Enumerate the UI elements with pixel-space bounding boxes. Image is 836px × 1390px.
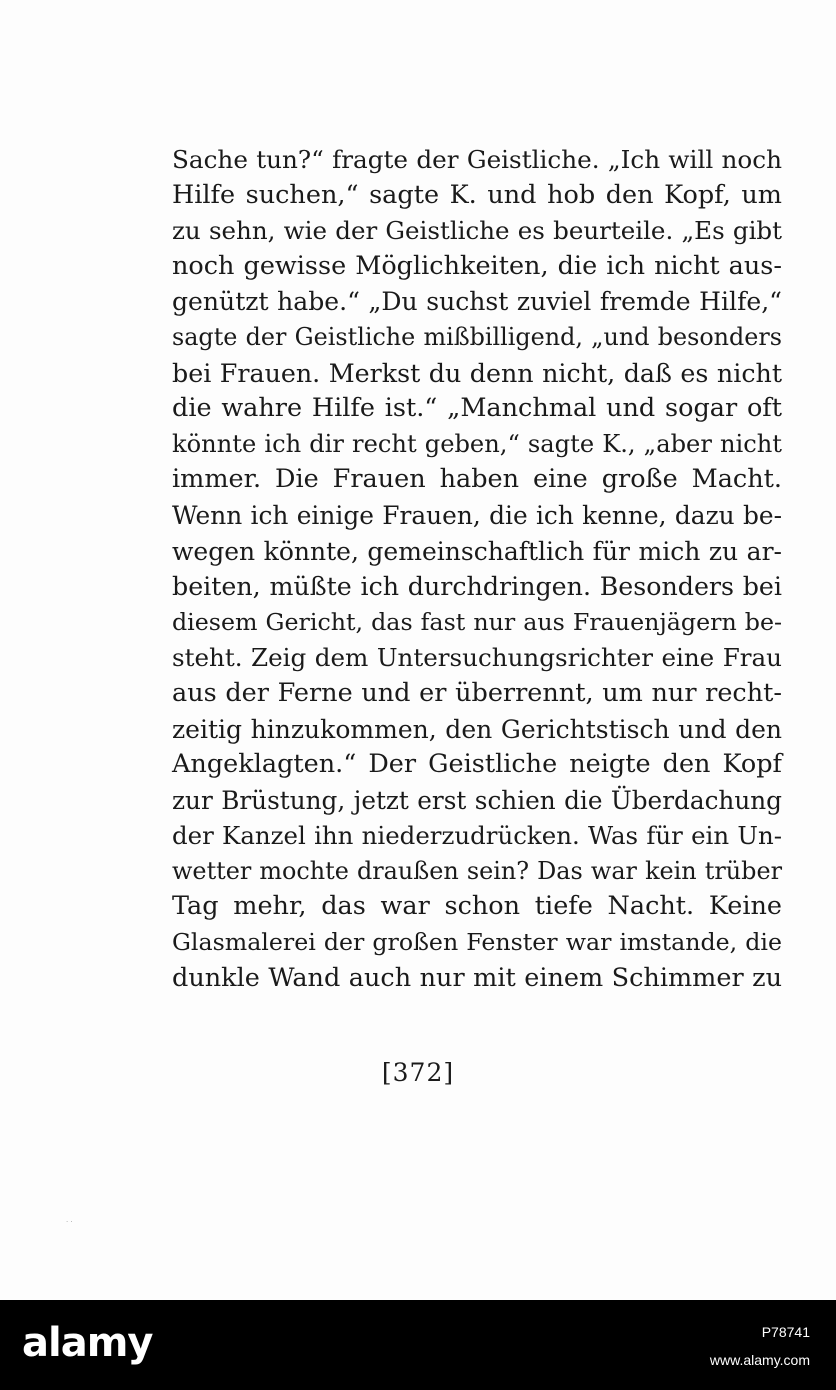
text-line: noch gewisse Möglichkeiten, die ich nicht aus-: [172, 250, 782, 281]
text-line: steht. Zeig dem Untersuchungsrichter eine Frau: [172, 643, 782, 673]
page-number: [372]: [381, 1058, 455, 1087]
text-line: diesem Gericht, das fast nur aus Frauenjägern be-: [172, 607, 782, 636]
text-line: immer. Die Frauen haben eine große Macht.: [172, 464, 782, 495]
text-line: Wenn ich einige Frauen, die ich kenne, dazu be-: [172, 500, 782, 530]
text-line: der Kanzel ihn niederzudrücken. Was für ein Un-: [172, 821, 782, 851]
site-url: www.alamy.com: [709, 1352, 810, 1368]
scan-specks-decoration: · ·: [66, 1218, 73, 1226]
text-line: Hilfe suchen,“ sagte K. und hob den Kopf, um: [172, 179, 782, 210]
text-line: dunkle Wand auch nur mit einem Schimmer zu: [172, 962, 782, 993]
text-line: genützt habe.“ „Du suchst zuviel fremde Hilfe,“: [172, 287, 782, 317]
text-line: aus der Ferne und er überrennt, um nur recht-: [172, 677, 782, 708]
text-line: beiten, müßte ich durchdringen. Besonders bei: [172, 572, 782, 602]
text-line: zeitig hinzukommen, den Gerichtstisch und den: [172, 714, 782, 744]
text-line: Glasmalerei der großen Fenster war imstande, die: [172, 928, 782, 957]
alamy-logo: alamy: [22, 1320, 153, 1366]
watermark-footer: [0, 1300, 836, 1390]
text-line: Sache tun?“ fragte der Geistliche. „Ich will noch: [172, 145, 782, 174]
text-line: könnte ich dir recht geben,“ sagte K., „aber nicht: [172, 429, 782, 458]
text-line: zur Brüstung, jetzt erst schien die Überdachung: [172, 785, 782, 815]
text-line: Tag mehr, das war schon tiefe Nacht. Keine: [172, 891, 782, 922]
text-line: die wahre Hilfe ist.“ „Manchmal und sogar oft: [172, 393, 782, 424]
image-id: P78741: [761, 1324, 810, 1340]
body-text: [172, 142, 782, 996]
text-line: wetter mochte draußen sein? Das war kein trüber: [172, 856, 782, 885]
text-line: bei Frauen. Merkst du denn nicht, daß es nicht: [172, 357, 782, 388]
text-line: wegen könnte, gemeinschaftlich für mich zu ar-: [172, 536, 782, 566]
text-line: Angeklagten.“ Der Geistliche neigte den Kopf: [172, 749, 782, 780]
text-line: zu sehn, wie der Geistliche es beurteile. „Es gibt: [172, 216, 782, 246]
text-line: sagte der Geistliche mißbilligend, „und besonders: [172, 322, 782, 351]
